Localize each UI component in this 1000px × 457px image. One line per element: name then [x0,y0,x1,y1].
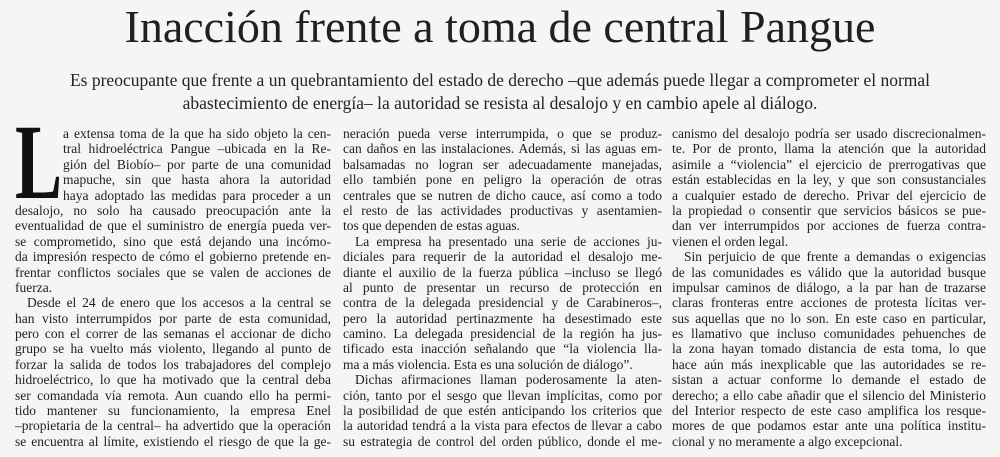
text-line: impulsar caminos de diálogo, a la par han de trazarse [672,279,986,295]
text-line: Dichas afirmaciones llaman poderosamente la aten- [355,372,662,388]
text-line: la posibilidad de que estén anticipando los criterios que [343,403,662,419]
deck-line: abastecimiento de energía– la autoridad se resista al desalojo y en cambio apele al diálogo. [182,93,818,113]
text-line: frentar conflictos sociales que se valen de acciones de [15,264,331,280]
text-line: la zona hayan tomado distancia de esta toma, lo que [672,341,986,357]
text-line: derecho; a ello cabe añadir que el silencio del Ministerio [672,387,986,403]
text-line: la propiedad o consentir que servicios básicos se pue- [672,202,986,218]
text-line: camino. La delegada presidencial de la región ha jus- [343,326,662,342]
text-line: ello también pone en peligro la operación de otras [343,172,662,188]
text-line: gión del Biobío– por parte de una comunidad [63,156,331,172]
headline: Inacción frente a toma de central Pangue [124,1,876,52]
text-line: del Interior respecto de este caso amplifica los resque- [672,403,986,419]
text-line: desalojo, no solo ha causado preocupación ante la [15,202,331,218]
text-line: cional y no meramente a algo excepcional. [672,433,903,449]
text-line: su estrategia de control del orden público, donde el me- [343,433,662,449]
text-line: Sin perjuicio de que frente a demandas o exigencias [684,249,986,265]
text-line: ser comandada vía remota. Aun cuando ello ha permi- [15,387,331,403]
text-line: tido mantener su funcionamiento, la empresa Enel [15,403,331,419]
text-line: el resto de las actividades productivas y asentamien- [343,202,662,218]
text-line: neración pueda verse interrumpida, o que se produz- [343,126,662,141]
text-line: forzar la salida de todos los trabajadores del complejo [15,356,331,372]
deck-line: Es preocupante que frente a un quebrantamiento del estado de derecho –que además puede llegar a comprometer el normal [69,70,931,90]
paragraph [672,126,986,249]
text-line: a extensa toma de la que ha sido objeto la cen- [63,126,331,141]
text-line: han visto interrumpidos por parte de esta comunidad, [15,310,331,326]
text-line: –propietaria de la central– ha advertido que la operación [15,418,331,434]
text-line: diciales para requerir de la autoridad el desalojo me- [343,249,662,265]
text-line: hidroeléctrico, lo que ha motivado que la central deba [15,372,331,388]
text-line: tos que dependen de estas aguas. [343,218,520,234]
text-line: eventualidad de que el suministro de energía pueda ver- [15,218,331,234]
text-line: haya adoptado las medidas para proceder a un [63,187,331,203]
paragraph [15,126,331,295]
text-line: sus aquellas que no lo son. En este caso en particular, [672,310,986,326]
text-line: a cualquier estado de derecho. Privar del ejercicio de [672,187,986,203]
text-line: canismo del desalojo podría ser usado discrecionalmen- [672,126,986,141]
text-line: mores de que podamos estar ante una política institu- [672,418,986,434]
article-column-1 [15,126,331,449]
paragraph [15,295,331,449]
text-line: diante el auxilio de la fuerza pública –incluso se llegó [343,264,662,280]
text-line: tral hidroeléctrica Pangue –ubicada en la Re- [63,141,331,157]
text-line: balsamadas no logran ser adecuadamente manejadas, [343,156,662,172]
text-line: mapuche, sin que hasta ahora la autoridad [63,172,331,188]
article-column-3 [672,126,986,449]
text-line: da impresión respecto de cómo el gobierno pretende en- [15,249,331,265]
text-line: pero la autoridad pertinazmente ha desestimado este [343,310,662,326]
text-line: contra de la delegada presidencial y de Carabineros–, [343,295,662,311]
text-line: al punto de presentar un recurso de protección en [343,279,662,295]
text-line: fuerza. [15,279,53,295]
deck [0,69,1000,115]
text-line: centrales que se nutren de dicho cauce, así como a todo [343,187,662,203]
text-line: vienen el orden legal. [672,233,789,249]
text-line: Desde el 24 de enero que los accesos a la central se [27,295,331,311]
text-line: sistan a actuar conforme lo demande el estado de [672,372,986,388]
text-line: La empresa ha presentado una serie de acciones ju- [355,233,662,249]
text-line: de las comunidades es válido que la autoridad busque [672,264,986,280]
text-line: es llamativo que incluso comunidades pehuenches de [672,326,986,342]
text-line: can daños en las instalaciones. Además, si las aguas em- [343,141,662,157]
text-line: se encuentra al límite, existiendo el riesgo de que la ge- [15,433,331,449]
paragraph [672,249,986,449]
paragraph [343,126,662,234]
text-line: grupo se ha vuelto más violento, llegando al punto de [15,341,331,357]
text-line: tificado esta inacción señalando que “la violencia lla- [343,341,662,357]
text-line: se comprometido, sino que está dejando una incómo- [15,233,331,249]
text-line: claras fronteras entre acciones de protesta lícitas ver- [672,295,986,311]
text-line: pero con el correr de las semanas el accionar de dicho [15,326,331,342]
text-line: la autoridad tendrá a la vista para efectos de llevar a cabo [343,418,662,434]
text-line: están establecidas en la ley, y que son consustanciales [672,172,986,188]
paragraph [343,372,662,449]
text-line: hace aún más inexplicable que las autoridades se re- [672,356,986,372]
text-line: ma a más violencia. Esta es una solución de diálogo”. [343,356,633,372]
text-line: te. Por de pronto, llama la atención que la autoridad [672,141,986,157]
article-column-2 [343,126,662,449]
paragraph [343,234,662,373]
text-line: dan ver interrumpidos por acciones de fuerza contra- [672,218,986,234]
text-line: asimile a “violencia” el ejercicio de prerrogativas que [672,156,986,172]
drop-cap: L [15,104,63,222]
text-line: ción, tanto por el sesgo que llevan implícitas, como por [343,387,662,403]
